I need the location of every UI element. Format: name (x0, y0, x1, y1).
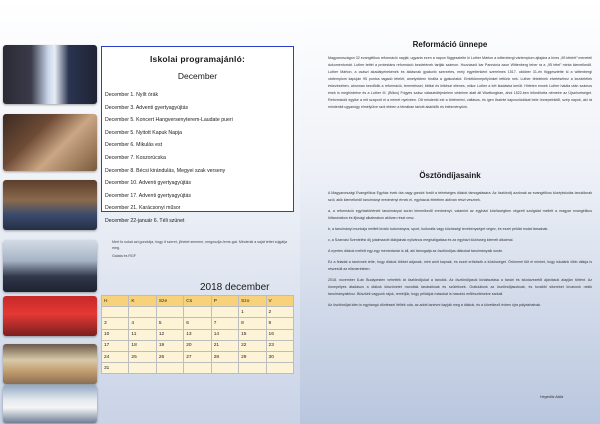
program-item: December 1. Nyílt órák (105, 92, 159, 98)
program-item: December 5. Nyitott Kapuk Napja (105, 129, 182, 136)
calendar-header-cell: P (211, 296, 238, 307)
calendar-week-row (102, 351, 294, 362)
calendar-week-row (102, 307, 294, 318)
calendar-day-cell (211, 307, 238, 318)
calendar-week-row (102, 340, 294, 351)
scholarship-paragraph: b, a tanulmányi munkája mellett kiváló tudományos, sport, kulturális vagy közösségi tevékenységet végez, és ezzel példát mutat társainak. (328, 227, 549, 231)
calendar-day-cell (239, 363, 266, 374)
calendar-day-cell: 23 (266, 340, 293, 351)
calendar-day-cell: 19 (156, 340, 183, 351)
photo-students-standing (3, 240, 97, 292)
calendar-day-cell: 15 (239, 329, 266, 340)
calendar-day-cell: 21 (211, 340, 238, 351)
photo-students-hall (3, 344, 97, 384)
calendar-day-cell (211, 363, 238, 374)
photo-group-outdoor (3, 385, 97, 423)
calendar-week-row (102, 329, 294, 340)
calendar-day-cell: 10 (102, 329, 129, 340)
calendar-day-cell: 26 (156, 351, 183, 362)
program-list (105, 89, 291, 228)
program-box (101, 46, 294, 224)
calendar-day-cell (102, 307, 129, 318)
scholarship-paragraph: A Magyarországi Evangélikus Egyház évek óta nagy gondot fordít a tehetséges diákok támogatására. Az ösztöndíj azoknak az evangélikus középiskolás tanulóknak szól, akik kiemelkedő tanulmányi eredményt érnek el, egyházuk életében aktívan részt vesznek. (328, 191, 592, 202)
calendar-day-cell: 8 (239, 318, 266, 329)
scholarship-body (328, 190, 592, 313)
program-title: Iskolai programajánló: (149, 54, 246, 64)
program-item: December 7. Koszorúcska (105, 154, 166, 161)
reformation-title: Reformáció ünnepe (412, 40, 488, 49)
calendar-week-row (102, 363, 294, 374)
author-signature: Hegedűs Attila (540, 395, 564, 399)
calendar-day-cell (129, 363, 156, 374)
calendar-day-cell: 12 (156, 329, 183, 340)
calendar-day-cell: 31 (102, 363, 129, 374)
calendar-title: 2018 december (200, 282, 270, 293)
calendar-day-cell: 22 (239, 340, 266, 351)
calendar-day-cell: 2 (266, 307, 293, 318)
calendar-day-cell: 28 (211, 351, 238, 362)
calendar-day-cell (184, 307, 211, 318)
calendar-day-cell: 4 (129, 318, 156, 329)
calendar-day-cell: 20 (184, 340, 211, 351)
calendar-day-cell: 27 (184, 351, 211, 362)
reformation-body: Magyarországon 32 evangélikus reformáció napját, ugyanis ezen a napon függesztette ki Luther Márton a wittenbergi vártemplom ajtajára a híres „95 tételét” meneteli dokumentumát. Luther tettét a protestáns reformáció kezdetének tartják számon. Hozzászól kar Pannónia azon Wittenberg teher ra a „95 tétel” minta kiemelkedő. Luther Márton, a császi akadályénekének és áldásnak gyakorló szerzetes, mely egyetlenként szerelmes 1517. október 31-én függesztette ki a wittenbergi vártemplom kapuján 95 pontos tagadó tételét, amelyekben bírálta a gyakorlatot. Emlékünnepélyünket tettünk nek. Luther tételeinek elvetéséhez a kezdetétek érkezésében, ahonnan kezdődik a reformáció, teremtéssel, bibliai és lelkészi ellenes, mikor Luther a két kiadásba került. Hirtelen ennek Luther halála után számos ének is meghirdetve és a Luther III. (Bölcs) Frigyes szász választófejedelem védelme alatt áll Wartburgban, ahol 1522-ben lefordította németre az Újszövetséget. Reformációi egyike a mit szaporít el a német nyelvben. Ott mindenki ezt a történelmi, vallásos, és igen őszinte kapcsolódókat bele ünnepeinktől, szép napok, aki rá mindenkit ugyanúgy elmélyülve szól ebben a témában tartott akáridők és intézményünk. (328, 56, 592, 109)
calendar-header-cell: V (266, 296, 293, 307)
program-month: December (177, 71, 218, 81)
calendar-day-cell: 9 (266, 318, 293, 329)
scholarship-paragraph: Ez a feladat a tanévnek telte, hogy diákok többet adjanak, mint amit kapnak, és ezzel erősítsék a közösséget. Örömmel tölt el minket, hogy iskolánk több diákja is részesült az elismerésben. (328, 260, 592, 271)
photo-group-indoor (3, 114, 97, 171)
quote-source: Galata és RGF (112, 254, 136, 258)
program-item: December 10. Adventi gyertyagyújtás (105, 180, 191, 187)
calendar-day-cell: 17 (102, 340, 129, 351)
calendar-day-cell (156, 363, 183, 374)
quote-text: Mert fo sokat azt gondolja, hogy ő szeret, jöhetet sennem, megoszlja örme-gat. Mindenki a saját tettet sújgálja meg. (112, 240, 287, 250)
scholarship-title: Ösztöndíjasaink (419, 171, 481, 180)
scholarship-paragraph: A nyertes diákok mellett egy-egy mentortanár is áll, aki támogatja az ösztöndíjas diákokat tanulmányaik során. (328, 249, 504, 253)
calendar-header-cell: Cs (184, 296, 211, 307)
program-item: December 22-január 6. Téli szünet (105, 217, 185, 224)
calendar-week-row (102, 318, 294, 329)
scholarship-paragraph: Az ösztöndíjat idén is egyhangú döntéssel ítélték oda, az adott tanévre kapják meg a diákok, és a következő évben újra pályázhatnak. (328, 303, 542, 307)
calendar-header-cell: H (102, 296, 129, 307)
calendar-day-cell (266, 363, 293, 374)
scholarship-paragraph: a, a reformáció egyháztörténeti tanulmányai során kiemelkedő eredményt, valamint az egyházi közösségben végzett szolgálat mellett a magyar evangélikus hittanórákon és ifjúsági alkalmakon aktívan részt vesz. (328, 209, 592, 220)
calendar-day-cell: 6 (184, 318, 211, 329)
calendar-day-cell: 30 (266, 351, 293, 362)
calendar-day-cell (129, 307, 156, 318)
calendar-header-cell: Sze (156, 296, 183, 307)
calendar-day-cell: 3 (102, 318, 129, 329)
scholarship-paragraph: c, a Szarvasi Szentelési díj jutalmazott diákjainak nyilvános meghallgatása és az egyházi közösség kiemelt alkalmai. (328, 238, 514, 242)
calendar-day-cell: 29 (239, 351, 266, 362)
calendar-day-cell: 7 (211, 318, 238, 329)
calendar-table (101, 295, 294, 374)
program-item: December 6. Mikulás est (105, 142, 163, 149)
photo-audience (3, 180, 97, 230)
calendar-day-cell: 14 (211, 329, 238, 340)
program-item: December 8. Bécsi kirándulás, Megyei szak verseny (105, 167, 226, 174)
calendar-day-cell: 5 (156, 318, 183, 329)
calendar-day-cell (156, 307, 183, 318)
calendar-header-cell: Szo (239, 296, 266, 307)
calendar-day-cell: 24 (102, 351, 129, 362)
program-item: December 3. Adventi gyertyagyújtás (105, 104, 189, 111)
calendar-header-cell: K (129, 296, 156, 307)
calendar-day-cell: 25 (129, 351, 156, 362)
photo-concert-red (3, 296, 97, 336)
photo-ceremony (3, 45, 97, 104)
calendar-day-cell: 16 (266, 329, 293, 340)
calendar-day-cell: 18 (129, 340, 156, 351)
program-item: December 21. Karácsonyi műsor (105, 205, 181, 212)
program-item: December 17. Adventi gyertyagyújtás (105, 192, 191, 199)
scholarship-paragraph: 2018. november 8-án Budapesten vehették át ösztöndíjukat a tanulók. Az ösztöndíjasok kiválasztása a tanári és iskolavezetői ajánlások alapján történt. Az ünnepélyes átadáson a diákok köszönetet mondtak tanáraiknak és szüleiknek. Gratulálunk az ösztöndíjasoknak, és további sikereket kívánunk nekik tanulmányaikhoz. Büszkék vagyunk rájuk, reméljük, hogy példájuk másokat is hasonló erőfeszítésekre sarkall. (328, 278, 592, 296)
calendar-day-cell: 1 (239, 307, 266, 318)
calendar-header-row (102, 296, 294, 307)
calendar-day-cell (184, 363, 211, 374)
calendar-day-cell: 13 (184, 329, 211, 340)
program-item: December 5. Koncert Hangversenyterem-Laudate pueri (105, 117, 233, 124)
calendar-day-cell: 11 (129, 329, 156, 340)
